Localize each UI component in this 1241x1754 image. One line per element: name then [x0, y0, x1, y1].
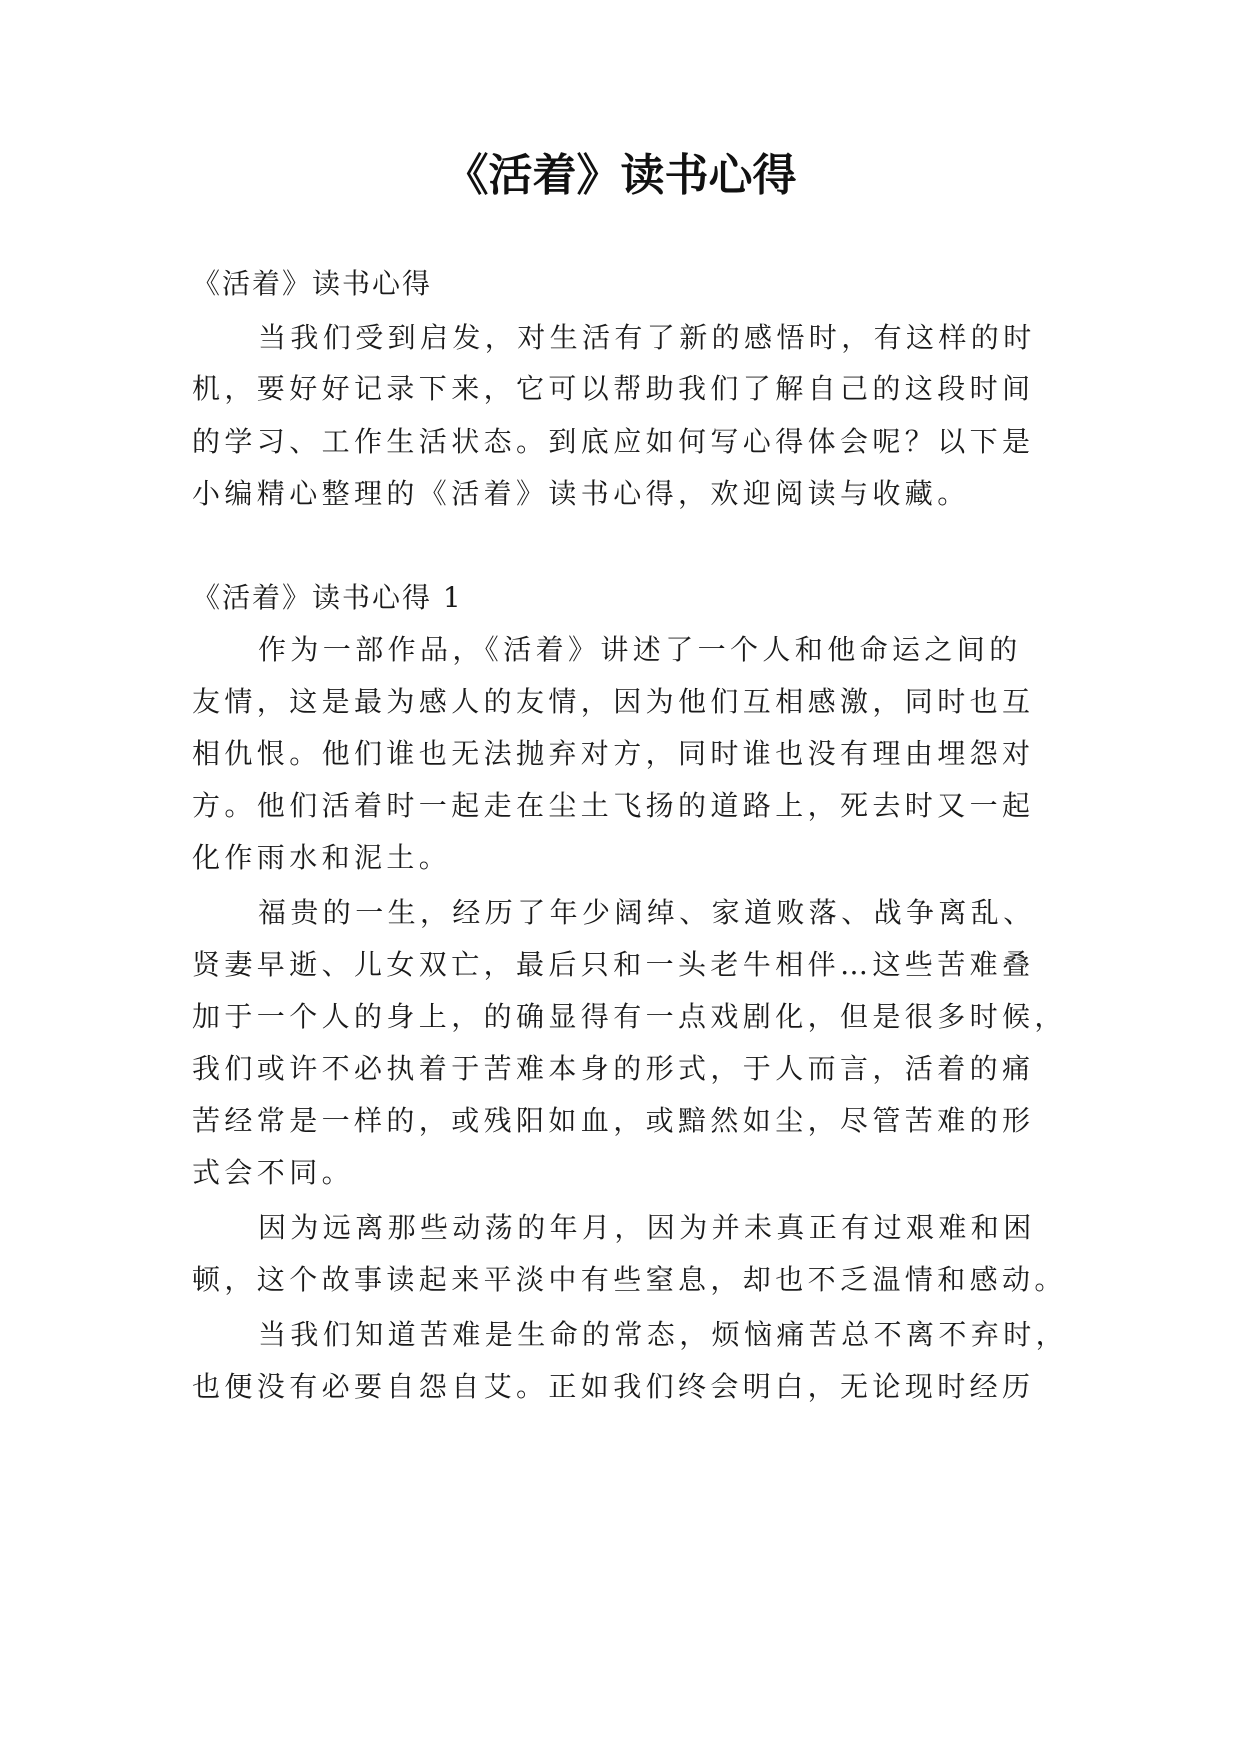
paragraph-line: 的学习、工作生活状态。到底应如何写心得体会呢？以下是	[192, 425, 1035, 458]
document-title: 《活着》读书心得	[444, 150, 797, 201]
subtitle: 《活着》读书心得	[192, 267, 433, 300]
paragraph-line: 也便没有必要自怨自艾。正如我们终会明白，无论现时经历	[192, 1370, 1035, 1403]
paragraph-line: 友情，这是最为感人的友情，因为他们互相感激，同时也互	[192, 685, 1035, 718]
paragraph-line: 小编精心整理的《活着》读书心得，欢迎阅读与收藏。	[192, 477, 970, 510]
paragraph-line: 相仇恨。他们谁也无法抛弃对方，同时谁也没有理由埋怨对	[192, 737, 1035, 770]
paragraph-line: 机，要好好记录下来，它可以帮助我们了解自己的这段时间	[192, 372, 1035, 405]
paragraph-line: 顿，这个故事读起来平淡中有些窒息，却也不乏温情和感动。	[192, 1263, 1067, 1296]
paragraph-line: 贤妻早逝、儿女双亡，最后只和一头老牛相伴…这些苦难叠	[192, 948, 1035, 981]
paragraph-line: 当我们知道苦难是生命的常态，烦恼痛苦总不离不弃时，	[258, 1318, 1069, 1351]
paragraph-line: 方。他们活着时一起走在尘土飞扬的道路上，死去时又一起	[192, 789, 1035, 822]
section-heading: 《活着》读书心得 1	[192, 581, 463, 614]
paragraph-line: 当我们受到启发，对生活有了新的感悟时，有这样的时	[258, 321, 1036, 354]
paragraph-line: 加于一个人的身上，的确显得有一点戏剧化，但是很多时候，	[192, 1000, 1067, 1033]
paragraph-line: 作为一部作品，《活着》讲述了一个人和他命运之间的	[258, 633, 1022, 666]
paragraph-line: 化作雨水和泥土。	[192, 841, 452, 874]
paragraph-line: 福贵的一生，经历了年少阔绰、家道败落、战争离乱、	[258, 896, 1036, 929]
paragraph-line: 苦经常是一样的，或残阳如血，或黯然如尘，尽管苦难的形	[192, 1104, 1035, 1137]
paragraph-line: 因为远离那些动荡的年月，因为并未真正有过艰难和困	[258, 1211, 1036, 1244]
paragraph-line: 式会不同。	[192, 1156, 355, 1189]
paragraph-line: 我们或许不必执着于苦难本身的形式，于人而言，活着的痛	[192, 1052, 1035, 1085]
